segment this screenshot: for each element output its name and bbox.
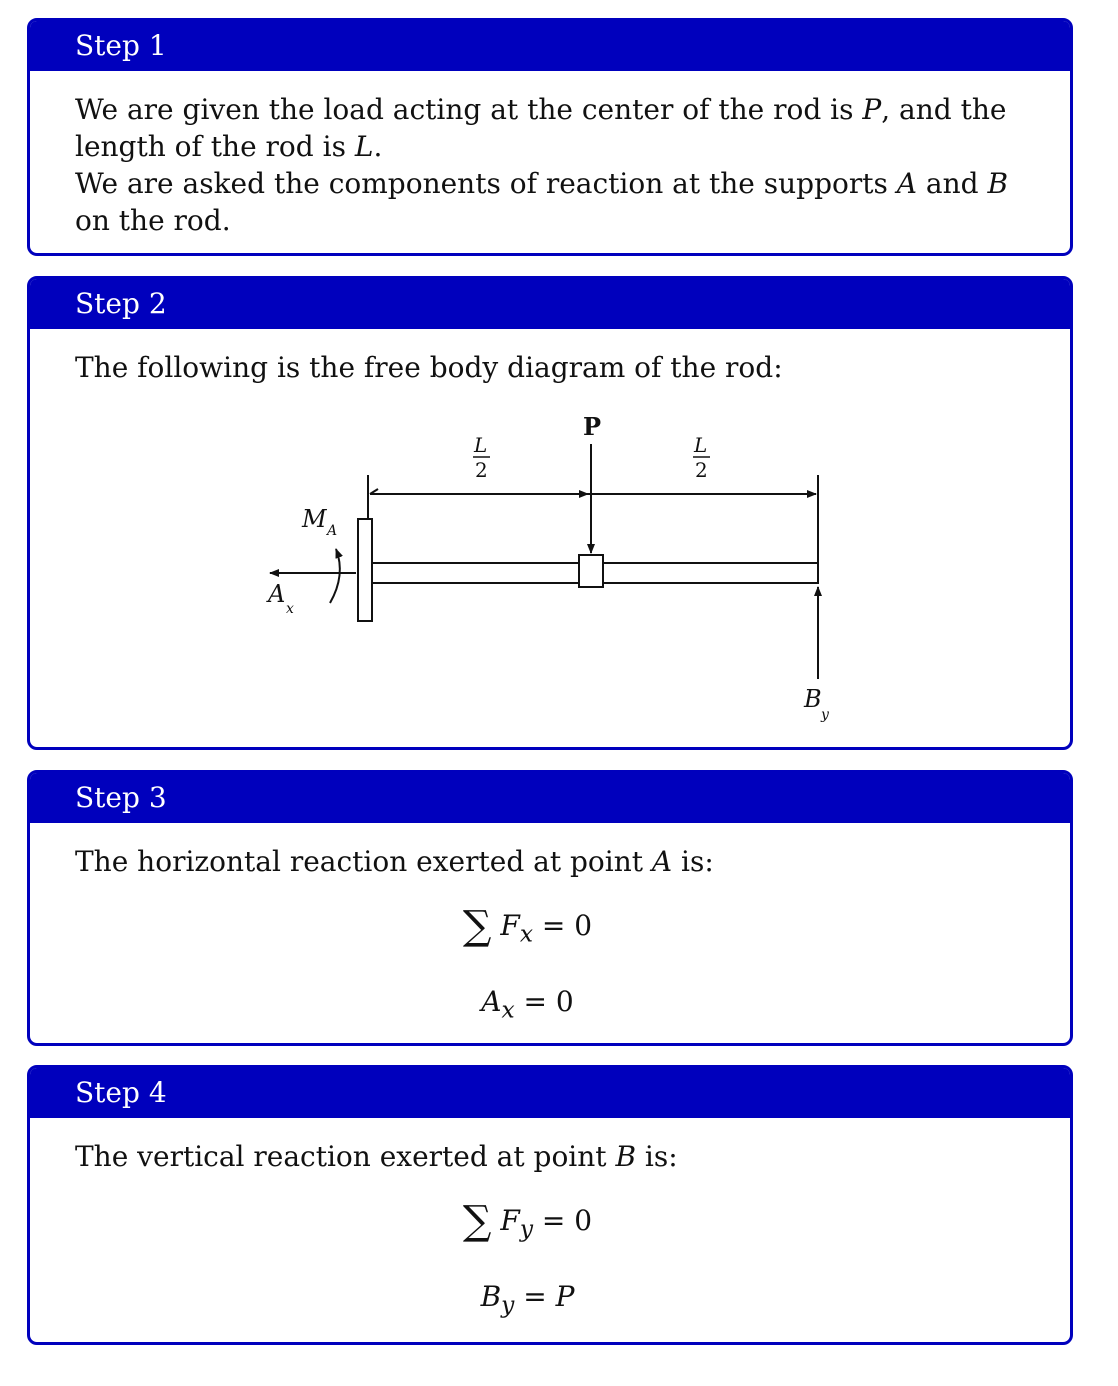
step-1-asked-text: We are asked the components of reaction at the supports A and B on the rod. (75, 167, 1009, 237)
load-p-label: P (583, 412, 602, 441)
step-3-text: The horizontal reaction exerted at point A is: (75, 845, 714, 878)
step-4-text: The vertical reaction exerted at point B is: (75, 1140, 678, 1173)
dim-left-denominator: 2 (475, 458, 488, 482)
by-equation: $B_y = P$ (480, 1279, 575, 1319)
step-1-box (27, 18, 1073, 256)
support-a-wall (358, 519, 372, 621)
step-3-body (30, 823, 1070, 1029)
ax-label-sub: x (286, 601, 294, 617)
sum-fx-equation: ∑ $F_x = 0$ (462, 903, 593, 949)
step-1-body (30, 71, 1070, 239)
step-3-box (27, 770, 1073, 1046)
moment-arc (330, 549, 340, 603)
dim-right-numerator: L (694, 433, 708, 457)
step-2-header: Step 2 (30, 279, 1070, 329)
step-2-box (27, 276, 1073, 750)
step-4-box (27, 1065, 1073, 1345)
dim-left-numerator: L (474, 433, 488, 457)
moment-label: M (302, 505, 327, 533)
step-4-header: Step 4 (30, 1068, 1070, 1118)
load-block (579, 555, 603, 587)
step-1-given-text: We are given the load acting at the center of the rod is P, and the length of the rod is L. (75, 93, 1007, 163)
by-label-sub: y (821, 707, 829, 723)
step-3-header: Step 3 (30, 773, 1070, 823)
step-1-header: Step 1 (30, 21, 1070, 71)
ax-equation: $A_x = 0$ (481, 984, 574, 1024)
dim-right-denominator: 2 (695, 458, 708, 482)
moment-label-sub: A (327, 523, 338, 539)
step-2-text: The following is the free body diagram of the rod: (75, 351, 783, 384)
free-body-diagram (30, 279, 1073, 750)
ax-label: A (268, 580, 286, 608)
step-4-body (30, 1118, 1070, 1324)
by-label: B (804, 685, 822, 713)
sum-fy-equation: ∑ $F_y = 0$ (462, 1198, 593, 1244)
